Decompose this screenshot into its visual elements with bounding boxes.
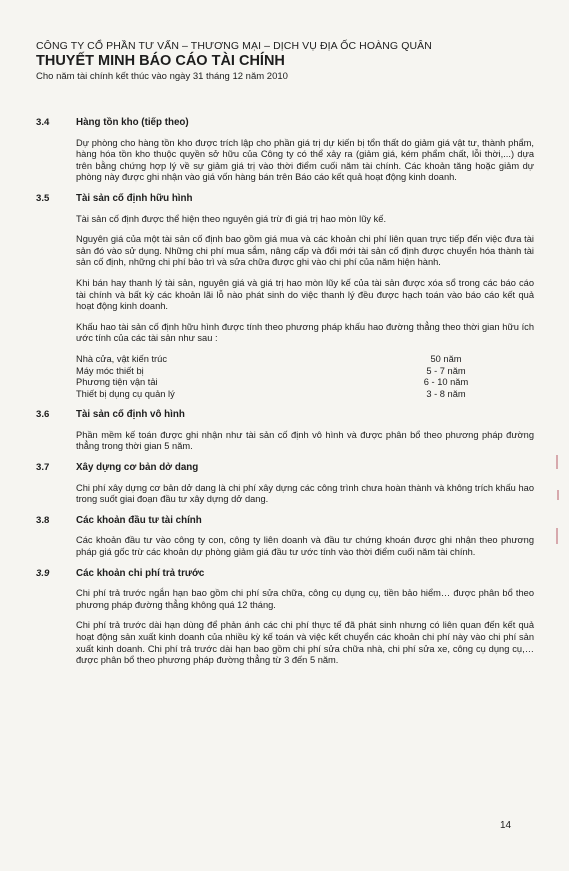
asset-type: Nhà cửa, vật kiến trúc xyxy=(76,353,167,364)
section-heading: Xây dựng cơ bản dở dang xyxy=(76,462,199,474)
paragraph: Chi phí trả trước dài hạn dùng để phản ánh các chi phí thực tế đã phát sinh nhưng có liên quan đến kết quả hoạt động sản xuất kinh doanh của nhiều kỳ kế toán và việc kết chuyển các khoản chi phí này vào chi phí sản xuất kinh doanh. Chi phí trả trước dài hạn bao gồm chi phí sửa chữa nhà, chi phí sửa xe, công cụ dụng cụ,…được phân bổ theo phương pháp đường thẳng từ 3 đến 5 năm. xyxy=(76,620,534,666)
margin-stamp-mark xyxy=(557,490,559,500)
reporting-period: Cho năm tài chính kết thúc vào ngày 31 tháng 12 năm 2010 xyxy=(36,71,288,82)
company-name: CÔNG TY CỔ PHẦN TƯ VẤN – THƯƠNG MẠI – DỊCH VỤ ĐỊA ỐC HOÀNG QUÂN xyxy=(36,40,432,52)
section-number: 3.4 xyxy=(36,117,50,128)
useful-life-table xyxy=(76,354,476,400)
document-title: THUYẾT MINH BÁO CÁO TÀI CHÍNH xyxy=(36,53,285,69)
section-number: 3.6 xyxy=(36,409,50,421)
asset-type: Máy móc thiết bị xyxy=(76,365,144,376)
section-heading: Các khoản đầu tư tài chính xyxy=(76,514,202,526)
paragraph: Chi phí xây dựng cơ bản dở dang là chi phí xây dựng các công trình chưa hoàn thành và không trích khấu hao trong suốt giai đoạn đầu tư xây dựng dở dang. xyxy=(76,482,534,505)
section-3-5 xyxy=(36,193,546,400)
section-heading: Các khoản chi phí trả trước xyxy=(76,567,205,579)
useful-life: 50 năm xyxy=(430,353,462,364)
paragraph: Khấu hao tài sản cố định hữu hình được tính theo phương pháp khấu hao đường thẳng theo thời gian hữu ích ước tính của các tài sản như sau : xyxy=(76,321,534,344)
useful-life: 5 - 7 năm xyxy=(426,365,466,376)
table-row xyxy=(76,354,476,366)
section-3-6 xyxy=(36,409,546,453)
useful-life: 6 - 10 năm xyxy=(423,377,469,388)
section-3-7 xyxy=(36,462,546,506)
paragraph: Các khoản đầu tư vào công ty con, công ty liên doanh và đầu tư chứng khoán được ghi nhận theo phương pháp giá gốc trừ các khoản dự phòng giảm giá đầu tư ước tính vào thời điểm cuối năm tài chính. xyxy=(76,535,534,558)
section-number: 3.8 xyxy=(36,514,50,526)
section-3-4 xyxy=(36,117,546,184)
section-3-9 xyxy=(36,568,546,667)
paragraph: Nguyên giá của một tài sản cố định bao gồm giá mua và các khoản chi phí liên quan trực tiếp đến việc đưa tài sản đó vào sử dụng. Những chi phí mua sắm, nâng cấp và đổi mới tài sản cố định được chuyển hóa thành tài sản cố định, những chi phí bảo trì và sửa chữa được ghi vào chi phí của năm hiện hành. xyxy=(76,234,534,268)
section-number: 3.5 xyxy=(36,192,50,204)
paragraph: Tài sản cố định được thể hiện theo nguyên giá trừ đi giá trị hao mòn lũy kế. xyxy=(76,213,387,224)
document-header xyxy=(36,40,536,83)
section-number: 3.9 xyxy=(36,567,50,579)
paragraph: Phần mềm kế toán được ghi nhận như tài sản cố định vô hình và được phân bổ theo phương pháp đường thẳng trong thời gian 5 năm. xyxy=(76,429,534,452)
section-3-8 xyxy=(36,515,546,559)
margin-stamp-mark xyxy=(556,528,558,544)
paragraph: Khi bán hay thanh lý tài sản, nguyên giá và giá trị hao mòn lũy kế của tài sản được xóa sổ trong các báo cáo tài chính và bất kỳ các khoản lãi lỗ nào phát sinh do việc thanh lý đều được hạch toán vào báo cáo kết quả hoạt động kinh doanh. xyxy=(76,277,534,312)
paragraph: Chi phí trả trước ngắn hạn bao gồm chi phí sửa chữa, công cụ dụng cụ, tiền bảo hiểm… được phân bổ theo phương pháp đường thẳng không quá 12 tháng. xyxy=(76,588,534,610)
useful-life: 3 - 8 năm xyxy=(426,388,466,399)
section-heading: Tài sản cố định hữu hình xyxy=(76,192,193,204)
page-number: 14 xyxy=(500,820,512,831)
section-heading: Hàng tồn kho (tiếp theo) xyxy=(76,117,189,128)
section-number: 3.7 xyxy=(36,462,50,474)
table-row xyxy=(76,366,476,378)
asset-type: Phương tiện vận tải xyxy=(76,377,158,388)
paragraph: Dự phòng cho hàng tồn kho được trích lập cho phần giá trị dự kiến bị tổn thất do giảm giá vật tư, thành phẩm, hàng hóa tồn kho thuộc quyền sở hữu của Công ty có thể xảy ra (giảm giá, kém phẩm chất, lỗi thời,...) dựa trên bằng chứng hợp lý về sự giảm giá trị vào thời điểm cuối năm tài chính. Các khoản tăng hoặc giảm dự phòng này được ghi nhận vào giá vốn hàng bán trên Báo cáo kết quả hoạt động kinh doanh. xyxy=(76,137,534,183)
margin-stamp-mark xyxy=(556,455,558,469)
section-heading: Tài sản cố định vô hình xyxy=(76,409,185,421)
table-row xyxy=(76,389,476,401)
asset-type: Thiết bị dụng cụ quản lý xyxy=(76,388,175,399)
table-row xyxy=(76,377,476,389)
document-body xyxy=(36,117,546,676)
